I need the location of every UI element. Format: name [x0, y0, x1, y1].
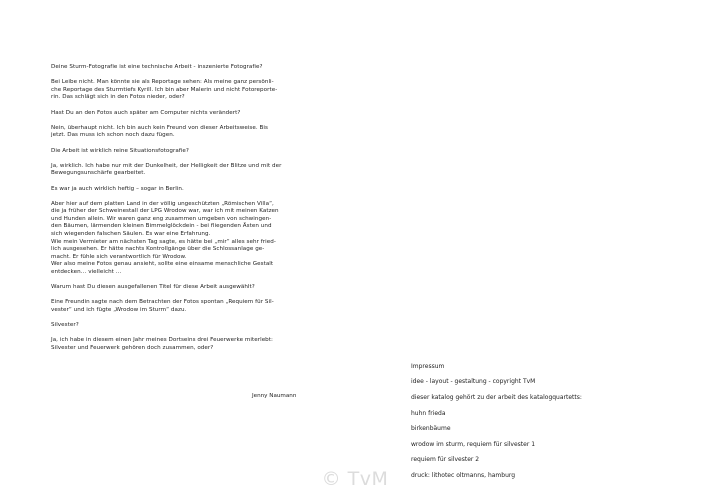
interview-paragraph: Die Arbeit ist wirklich reine Situationsfotografie?	[51, 147, 189, 154]
interview-text	[51, 64, 309, 360]
interview-paragraph: Hast Du an den Fotos auch später am Computer nichts verändert?	[51, 109, 241, 116]
imprint-heading: Impressum	[411, 362, 445, 370]
interview-paragraph: Warum hast Du diesen ausgefallenen Titel für diese Arbeit ausgewählt?	[51, 284, 255, 291]
interview-paragraph: Nein, überhaupt nicht. Ich bin auch kein Freund von dieser Arbeitsweise. Bis jetzt. Das muss ich schon noch dazu fügen.	[51, 124, 268, 139]
copyright-watermark: © TvM	[321, 468, 389, 490]
imprint-line: birkenbäume	[411, 425, 451, 433]
interview-paragraph: Deine Sturm-Fotografie ist eine technische Arbeit - inszenierte Fotografie?	[51, 64, 263, 70]
interview-paragraph: Ja, wirklich. Ich habe nur mit der Dunkelheit, der Helligkeit der Blitze und mit der Bewegungsunschärfe gearbeitet.	[51, 162, 282, 177]
interview-paragraph: Eine Freundin sagte nach dem Betrachten der Fotos spontan „Requiem für Sil- vester“ und ich fügte „Wrodow im Sturm“ dazu.	[51, 299, 274, 313]
interview-paragraph: Silvester?	[51, 322, 79, 329]
author-signature: Jenny Naumann	[252, 393, 297, 399]
imprint-line: huhn frieda	[411, 409, 446, 417]
imprint-line: druck: lithotec oltmanns, hamburg	[411, 471, 516, 479]
imprint-line: wrodow im sturm, requiem für silvester 1	[411, 440, 536, 448]
imprint-line: idee - layout - gestaltung - copyright TvM	[411, 378, 536, 386]
interview-paragraph: Bei Leibe nicht. Man könnte sie als Reportage sehen: Als meine ganz persönli- che Reportage des Sturmtiefs Kyrill. Ich bin aber Malerin und nicht Fotoreporte- rin. Das schlägt sich in den Fotos nieder, oder?	[51, 79, 278, 101]
interview-paragraph: Ja, ich habe in diesem einen Jahr meines Dortseins drei Feuerwerke miterlebt: Silvester und Feuerwerk gehören doch zusammen, oder?	[51, 337, 273, 351]
imprint-line: dieser katalog gehört zu der arbeit des katalogquartetts:	[411, 393, 582, 401]
interview-paragraph: Aber hier auf dem platten Land in der völlig ungeschützten „Römischen Villa“, die ja früher der Schweinestall der LPG Wrodow war, war ich mit meinen Katzen und Hunden allein. Wir waren ganz eng zusammen umgeben von schwingen- den Bäumen, lärmenden kleinen Bimmelglöckdein - bei fliegenden Ästen und sich wiegenden falschen Säulen. Es war eine Erfahrung. Wie mein Vermieter am nächsten Tag sagte, es hätte bei „mir“ alles sehr fried- lich ausgesehen. Er hätte nachts Kontrollgänge über die Schlossanlage ge- macht. Er fühle sich verantwortlich für Wrodow. Wer also meine Fotos genau ansieht, sollte eine einsame menschliche Gestalt entdecken… vielleicht …	[51, 200, 279, 276]
imprint-line: requiem für silvester 2	[411, 456, 480, 464]
interview-paragraph: Es war ja auch wirklich heftig – sogar in Berlin.	[51, 185, 184, 192]
